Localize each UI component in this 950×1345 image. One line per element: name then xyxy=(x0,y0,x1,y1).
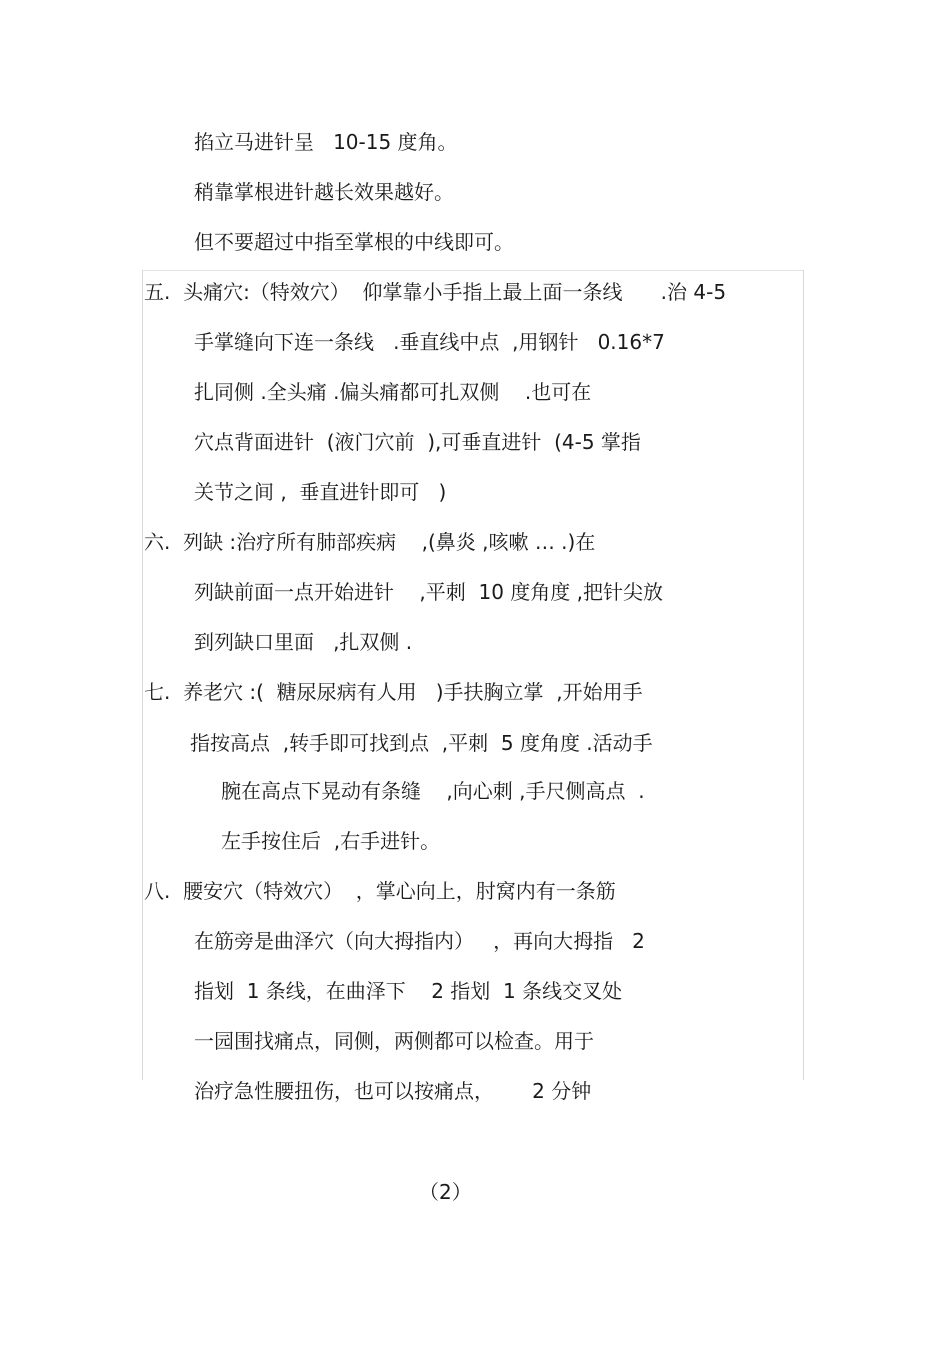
text-line: 左手按住后 ,右手进针。 xyxy=(221,829,441,853)
text-line: 指划 1 条线，在曲泽下 2 指划 1 条线交叉处 xyxy=(194,979,623,1003)
text-line: 掐立马进针呈 10-15 度角。 xyxy=(194,130,458,154)
text-line: 治疗急性腰扭伤，也可以按痛点， 2 分钟 xyxy=(194,1079,592,1103)
text-line: 稍靠掌根进针越长效果越好。 xyxy=(194,180,454,204)
frame-left-border xyxy=(142,270,143,1080)
text-line: 关节之间 , 垂直进针即可 ) xyxy=(194,480,447,504)
text-line: 腕在高点下晃动有条缝 ,向心刺 ,手尺侧高点 . xyxy=(221,779,645,803)
page-number: （2） xyxy=(419,1180,472,1204)
text-line: 在筋旁是曲泽穴（向大拇指内） ，再向大拇指 2 xyxy=(194,929,645,953)
text-line: 但不要超过中指至掌根的中线即可。 xyxy=(194,230,514,254)
section-heading-five: 五. 头痛穴:（特效穴） 仰掌靠小手指上最上面一条线 .治 4-5 xyxy=(144,280,727,304)
text-line: 到列缺口里面 ,扎双侧 . xyxy=(194,630,413,654)
section-heading-six: 六. 列缺 :治疗所有肺部疾病 ,(鼻炎 ,咳嗽 … .)在 xyxy=(144,530,596,554)
text-line: 指按高点 ,转手即可找到点 ,平刺 5 度角度 .活动手 xyxy=(190,731,653,755)
frame-right-border xyxy=(803,270,804,1080)
text-line: 手掌缝向下连一条线 .垂直线中点 ,用钢针 0.16*7 xyxy=(194,330,665,354)
text-line: 列缺前面一点开始进针 ,平刺 10 度角度 ,把针尖放 xyxy=(194,580,664,604)
section-heading-eight: 八. 腰安穴（特效穴） ，掌心向上，肘窝内有一条筋 xyxy=(144,879,616,903)
text-line: 扎同侧 .全头痛 .偏头痛都可扎双侧 .也可在 xyxy=(194,380,592,404)
text-line: 一园围找痛点，同侧，两侧都可以检查。用于 xyxy=(194,1029,594,1053)
section-heading-seven: 七. 养老穴 :( 糖尿尿病有人用 )手扶胸立掌 ,开始用手 xyxy=(144,680,643,704)
text-line: 穴点背面进针 (液门穴前 ),可垂直进针 (4-5 掌指 xyxy=(194,430,641,454)
frame-top-border xyxy=(142,270,804,271)
